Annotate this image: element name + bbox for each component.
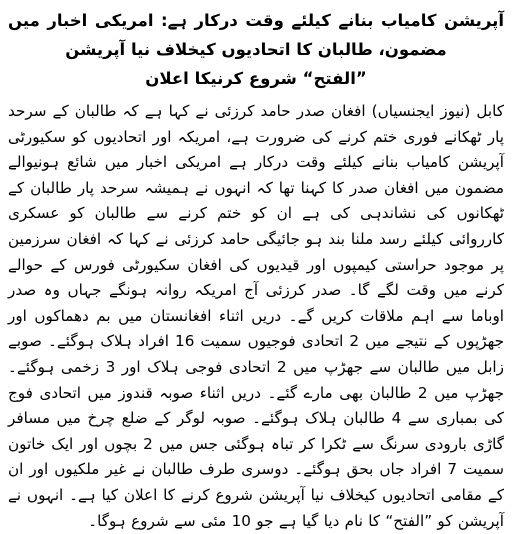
headline-line-2: ”الفتح“ شروع کرنیکا اعلان xyxy=(145,69,367,88)
headline-line-1: آپریشن کامیاب بنانے کیلئے وقت درکار ہے: امریکی اخبار میں مضمون، طالبان کا اتحادیوں کیخلاف نیا آپریشن xyxy=(8,11,504,59)
article-body xyxy=(8,99,504,534)
article-headline xyxy=(8,6,504,93)
article-paragraph: کابل (نیوز ایجنسیاں) افغان صدر حامد کرزئی نے کہا ہے کہ طالبان کے سرحد پار ٹھکانے فوری ختم کرنے کی ضرورت ہے، امریکہ اور اتحادیوں کو سکیورٹی آپریشن کامیاب بنانے کیلئے وقت درکار ہے امریکی اخبار میں شائع ہونیوالے مضمون میں افغان صدر کا کہنا تھا کہ انہوں نے ہمیشہ سرحد پار طالبان کے ٹھکانوں کی نشاندہی کی ہے ان کو ختم کرنے سے طالبان کو عسکری کارروائی کیلئے رسد ملنا بند ہو جائیگی حامد کرزئی نے کہا کہ افغان سرزمین پر موجود حراستی کیمپوں اور قیدیوں کی افغان سکیورٹی فورس کے حوالے کرنے میں وقت لگے گا۔ صدر کرزئی آج امریکہ روانہ ہونگے جہاں وہ صدر اوباما سے اہم ملاقات کریں گے۔ دریں اثناء افغانستان میں بم دھماکوں اور جھڑپوں کے نتیجے میں 2 اتحادی فوجیوں سمیت 16 افراد ہلاک ہوگئے۔ صوبے زابل میں طالبان سے جھڑپ میں 2 اتحادی فوجی ہلاک اور 3 زخمی ہوگئے۔ جھڑپ میں 2 طالبان بھی مارے گئے۔ دریں اثناء صوبہ قندوز میں اتحادی فوج کی بمباری سے 4 طالبان ہلاک ہوگئے۔ صوبہ لوگر کے ضلع چرخ میں مسافر گاڑی بارودی سرنگ سے ٹکرا کر تباہ ہوگئی جس میں 2 بچوں اور ایک خاتون سمیت 7 افراد جاں بحق ہوگئے۔ دوسری طرف طالبان نے غیر ملکیوں اور ان کے مقامی اتحادیوں کیخلاف نیا آپریشن شروع کرنے کا اعلان کیا ہے۔ انہوں نے آپریشن کو ”الفتح“ کا نام دیا گیا ہے جو 10 مئی سے شروع ہوگا۔ xyxy=(8,102,504,530)
